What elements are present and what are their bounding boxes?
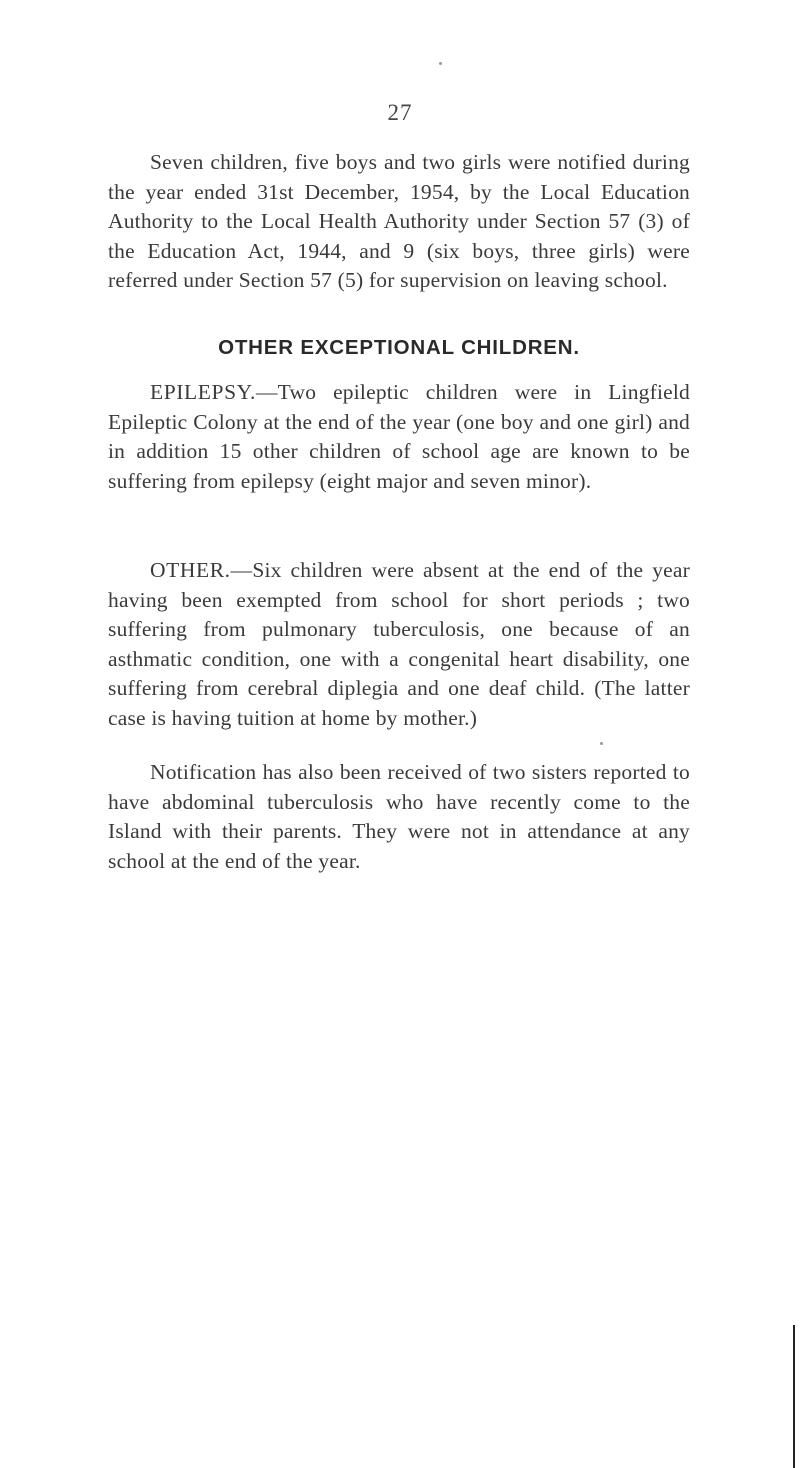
section-heading: OTHER EXCEPTIONAL CHILDREN. — [218, 336, 580, 359]
other-body — [108, 556, 690, 734]
notification-text: Notification has also been received of two sisters reported to have abdominal tuberculosis who have recently come to the Island with their parents. They were not in attendance at any school at the end of the year. — [108, 760, 690, 873]
intro-paragraph — [108, 148, 690, 296]
paper-speck — [439, 62, 442, 65]
notification-paragraph — [108, 758, 690, 876]
other-label: OTHER. — [150, 558, 231, 582]
other-paragraph — [108, 556, 690, 734]
paper-speck — [600, 742, 603, 745]
epilepsy-body — [108, 378, 690, 496]
epilepsy-text: —Two epileptic children were in Lingfield Epileptic Colony at the end of the year (one boy and one girl) and in addition 15 other children of school age are known to be suffering from epilepsy (eight major and seven minor). — [108, 380, 690, 493]
other-text: —Six children were absent at the end of the year having been exempted from school for short periods ; two suffering from pulmonary tuberculosis, one because of an asthmatic condition, one with a congenital heart disability, one suffering from cerebral diplegia and one deaf child. (The latter case is having tuition at home by mother.) — [108, 558, 690, 730]
epilepsy-label: EPILEPSY. — [150, 380, 256, 404]
scan-edge-line — [793, 1325, 795, 1468]
page-number: 27 — [387, 100, 413, 125]
epilepsy-paragraph — [108, 378, 690, 496]
intro-text: Seven children, five boys and two girls were notified during the year ended 31st December, 1954, by the Local Education Authority to the Local Health Authority under Section 57 (3) of the Education Act, 1944, and 9 (six boys, three girls) were referred under Section 57 (5) for supervision on leaving school. — [108, 150, 690, 293]
